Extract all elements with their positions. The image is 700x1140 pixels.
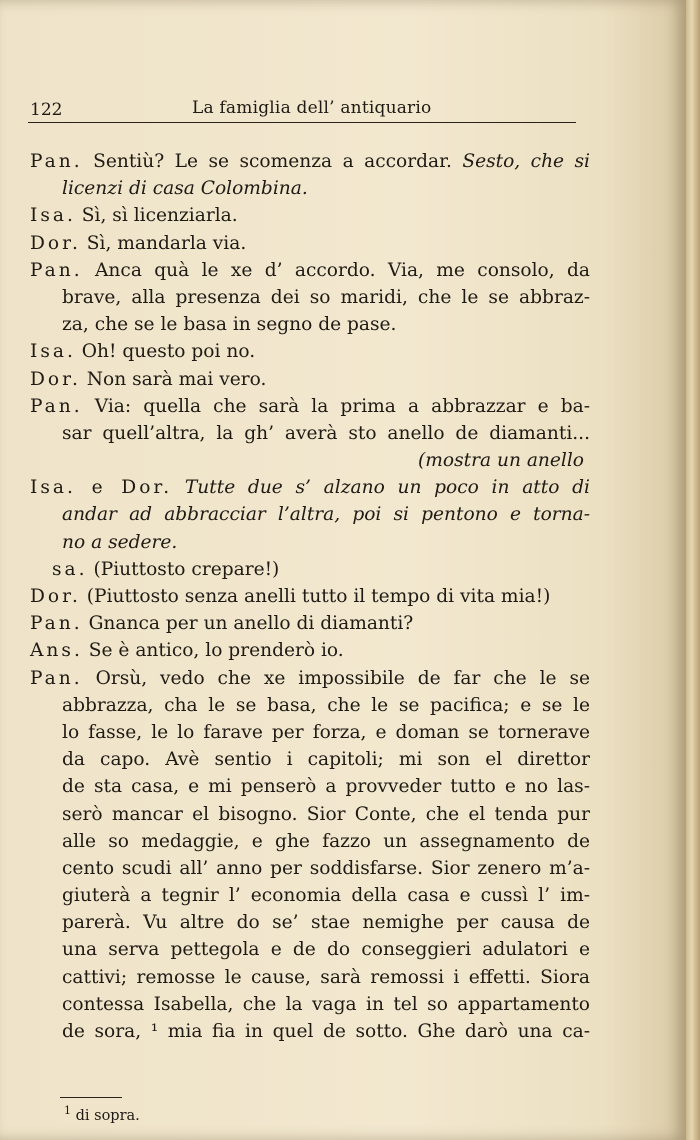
line-text: cento scudi all’ anno per soddisfarse. Sior zenero m’a-: [62, 857, 590, 879]
text-line: [62, 936, 590, 963]
text-line: [62, 420, 590, 447]
line-text: Oh! questo poi no.: [75, 341, 256, 363]
text-line: [30, 447, 590, 474]
footnote: [64, 1104, 140, 1124]
text-line: [30, 583, 590, 610]
line-text: alle so medaggie, e ghe fazzo un assegnamento de: [62, 830, 590, 852]
speaker-label: Isa.: [30, 205, 76, 227]
line-text: Via: quella che sarà la prima a abbrazzar e ba-: [82, 395, 590, 417]
line-text: lo fasse, le lo farave per forza, e doman se tornerave: [62, 721, 590, 743]
text-line: [62, 882, 590, 909]
text-line: [30, 230, 590, 257]
stage-direction: Sesto, che si: [462, 151, 590, 172]
header-rule: [28, 122, 576, 123]
text-line: [62, 719, 590, 746]
speaker-label: Isa.: [30, 341, 76, 363]
speaker-label: Dor.: [30, 586, 81, 607]
line-text: [172, 477, 185, 498]
text-line: [30, 148, 590, 175]
line-text: Sì, sì licenziarla.: [75, 205, 238, 227]
speaker-label: Ans.: [30, 640, 83, 662]
text-line: [62, 746, 590, 773]
text-line: [30, 610, 590, 637]
line-text: parerà. Vu altre do se’ stae nemighe per causa de: [62, 912, 590, 934]
text-line: [62, 529, 590, 556]
text-line: [62, 311, 590, 338]
footnote-text: di sopra.: [75, 1108, 140, 1124]
line-text: abbrazza, cha le se basa, che le se pacifica; e se le: [62, 694, 590, 716]
line-text: Gnanca per un anello di diamanti?: [82, 613, 414, 635]
line-text: (Piuttosto senza anelli tutto il tempo di vita mia!): [80, 586, 551, 607]
dialogue-text: [30, 148, 590, 1045]
line-text: Anca quà le xe d’ accordo. Via, me consolo, da: [82, 259, 590, 281]
line-text: za, che se le basa in segno de pase.: [62, 314, 397, 336]
footnote-mark: 1: [64, 1104, 71, 1117]
text-line: [62, 855, 590, 882]
stage-direction: no a sedere.: [62, 531, 178, 553]
text-line: [30, 393, 590, 420]
line-text: cattivi; remosse le cause, sarà remossi i effetti. Siora: [62, 966, 590, 988]
text-line: [62, 501, 590, 528]
page-number: 122: [30, 100, 63, 120]
speaker-label: Pan.: [30, 667, 83, 689]
stage-direction: licenzi di casa Colombina.: [62, 178, 308, 200]
text-line: [62, 801, 590, 828]
speaker-label: Dor.: [30, 232, 81, 254]
line-text: Orsù, vedo che xe impossibile de far che le se: [82, 667, 590, 689]
text-line: [30, 257, 590, 284]
line-text: Se è antico, lo prenderò io.: [82, 640, 344, 662]
text-line: [62, 909, 590, 936]
line-text: brave, alla presenza dei so maridi, che le se abbraz-: [62, 286, 590, 308]
line-text: contessa Isabella, che la vaga in tel so appartamento: [62, 993, 590, 1015]
line-text: una serva pettegola e de do conseggieri adulatori e: [62, 939, 590, 961]
line-text: (Piuttosto crepare!): [87, 558, 280, 580]
stage-direction: Tutte due s’ alzano un poco in atto di: [184, 477, 590, 499]
speaker-label: Pan.: [30, 395, 83, 417]
text-line: [62, 175, 590, 202]
text-line: [30, 338, 590, 365]
speaker-label: Isa. e Dor.: [30, 477, 173, 499]
text-line: [30, 665, 590, 692]
line-text: Sentiù? Le se scomenza a accordar.: [82, 151, 463, 172]
page-edge: [686, 0, 700, 1140]
speaker-label: Pan.: [30, 613, 83, 635]
speaker-label: Pan.: [30, 259, 83, 281]
speaker-label: Pan.: [30, 151, 83, 172]
line-text: da capo. Avè sentio i capitoli; mi son el direttor: [62, 749, 590, 771]
line-text: de sta casa, e mi penserò a provveder tutto e no las-: [62, 776, 590, 798]
line-text: serò mancar el bisogno. Sior Conte, che el tenda pur: [62, 803, 590, 825]
speaker-label: sa.: [52, 558, 88, 580]
line-text: sar quell’altra, la gh’ averà sto anello de diamanti...: [62, 422, 590, 444]
running-title: La famiglia dell’ antiquario: [192, 98, 432, 118]
line-text: de sora, ¹ mia fia in quel de sotto. Ghe darò una ca-: [62, 1021, 590, 1042]
text-line: [62, 284, 590, 311]
text-line: [62, 964, 590, 991]
text-line: [62, 991, 590, 1018]
text-line: [62, 828, 590, 855]
line-text: Non sarà mai vero.: [80, 368, 267, 390]
stage-direction: (mostra un anello: [418, 450, 584, 472]
text-line: [62, 1018, 590, 1045]
text-line: [62, 773, 590, 800]
stage-direction: andar ad abbracciar l’altra, poi si pentono e torna-: [62, 504, 590, 526]
line-text: Sì, mandarla via.: [80, 232, 247, 254]
text-line: [30, 202, 590, 229]
text-line: [30, 637, 590, 664]
speaker-label: Dor.: [30, 368, 81, 390]
footnote-rule: [60, 1097, 122, 1098]
text-line: [52, 556, 590, 583]
text-line: [62, 692, 590, 719]
line-text: giuterà a tegnir l’ economia della casa e cussì l’ im-: [62, 885, 590, 907]
text-line: [30, 366, 590, 393]
text-line: [30, 474, 590, 501]
